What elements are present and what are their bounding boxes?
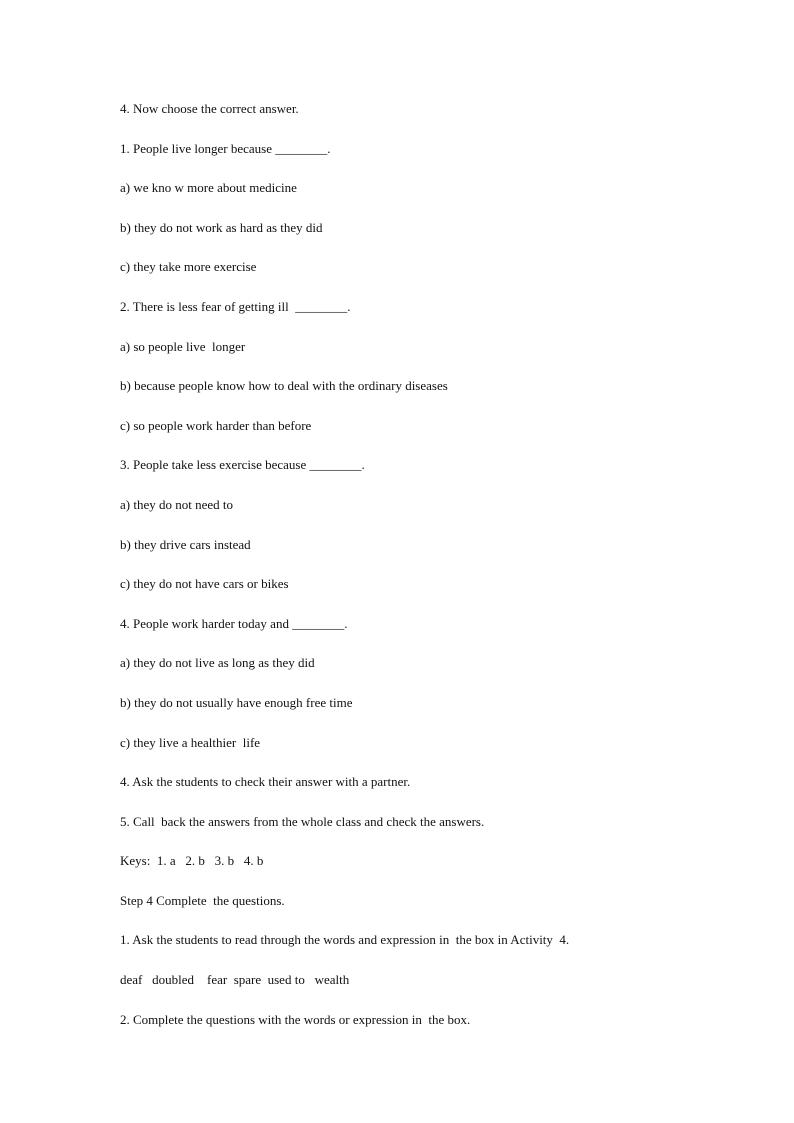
question-1-option-a: a) we kno w more about medicine <box>120 180 297 196</box>
instruction-complete-questions: 2. Complete the questions with the words or expression in the box. <box>120 1011 471 1027</box>
question-4-option-b: b) they do not usually have enough free time <box>120 694 353 710</box>
question-2-option-c: c) so people work harder than before <box>120 417 312 433</box>
document-body <box>120 99 720 1049</box>
question-3-option-a: a) they do not need to <box>120 496 233 512</box>
answer-keys: Keys: 1. a 2. b 3. b 4. b <box>120 853 264 869</box>
question-4-option-c: c) they live a healthier life <box>120 734 261 750</box>
section-heading-choose-answer: 4. Now choose the correct answer. <box>120 101 299 116</box>
question-3: 3. People take less exercise because ________. <box>120 457 365 473</box>
word-box-list: deaf doubled fear spare used to wealth <box>120 972 350 988</box>
question-1: 1. People live longer because ________. <box>120 140 331 156</box>
question-4-option-a: a) they do not live as long as they did <box>120 655 315 671</box>
instruction-call-back-answers: 5. Call back the answers from the whole class and check the answers. <box>120 813 485 829</box>
question-1-option-b: b) they do not work as hard as they did <box>120 219 323 235</box>
question-2-option-b: b) because people know how to deal with the ordinary diseases <box>120 378 448 394</box>
question-4: 4. People work harder today and ________. <box>120 615 348 631</box>
step-4-heading: Step 4 Complete the questions. <box>120 892 285 908</box>
instruction-read-words: 1. Ask the students to read through the words and expression in the box in Activity 4. <box>120 932 570 948</box>
question-2: 2. There is less fear of getting ill ________. <box>120 298 351 314</box>
question-2-option-a: a) so people live longer <box>120 338 246 354</box>
question-3-option-c: c) they do not have cars or bikes <box>120 576 289 592</box>
question-3-option-b: b) they drive cars instead <box>120 536 251 552</box>
instruction-check-partner: 4. Ask the students to check their answer with a partner. <box>120 774 411 790</box>
question-1-option-c: c) they take more exercise <box>120 259 257 275</box>
